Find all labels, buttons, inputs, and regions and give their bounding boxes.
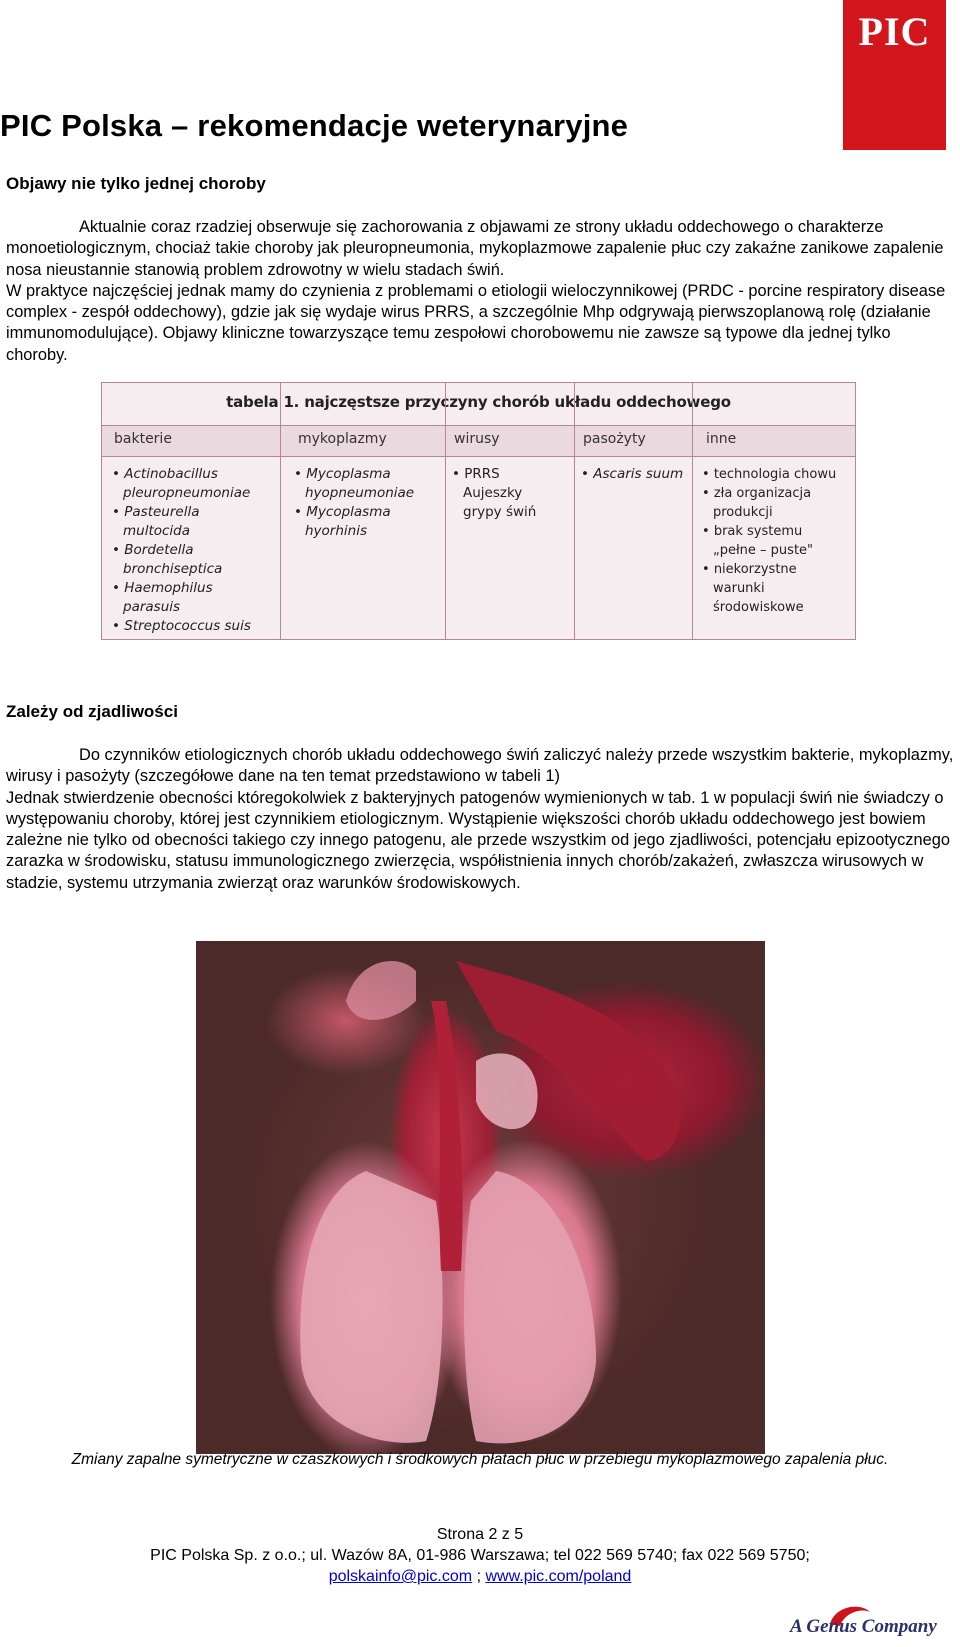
inne-item-cont: „pełne – puste"	[713, 543, 814, 558]
website-link[interactable]: www.pic.com/poland	[485, 1568, 632, 1585]
cell-wirusy	[452, 465, 536, 522]
mykoplazmy-item-cont: hyopneumoniae	[305, 485, 415, 501]
page-footer	[0, 1524, 960, 1587]
bakterie-item: • Actinobacillus	[112, 465, 251, 484]
column-divider	[445, 383, 446, 639]
header-pasozyty: pasożyty	[583, 431, 646, 447]
page-number: Strona 2 z 5	[436, 1526, 524, 1543]
wirusy-item-cont: Aujeszky	[463, 485, 523, 501]
inne-item-cont: środowiskowe	[713, 600, 804, 615]
bakterie-item: • Pasteurella	[112, 503, 251, 522]
inne-item-cont: produkcji	[713, 505, 773, 520]
section2-paragraph-1: Do czynników etiologicznych chorób układu oddechowego świń zaliczyć należy przede wszystkim bakterie, mykoplazmy, wirusy i pasożyty (szczegółowe dane na ten temat przedstawiono w tabeli 1)	[6, 746, 954, 786]
pasozyty-item: • Ascaris suum	[581, 465, 683, 484]
cell-inne	[702, 465, 836, 617]
column-divider	[574, 383, 575, 639]
inne-item-cont: warunki	[713, 581, 765, 596]
bakterie-item-cont: pleuropneumoniae	[123, 485, 251, 501]
mykoplazmy-item: • Mycoplasma	[294, 503, 414, 522]
email-link[interactable]: polskainfo@pic.com	[328, 1568, 473, 1585]
footer-separator: ;	[476, 1568, 482, 1585]
etiology-table	[101, 382, 856, 640]
lung-photo-illustration	[196, 941, 765, 1454]
section1-body	[6, 217, 954, 366]
pic-logo	[843, 0, 946, 150]
footer-links	[0, 1566, 960, 1587]
mykoplazmy-item: • Mycoplasma	[294, 465, 414, 484]
section1-paragraph-1: Aktualnie coraz rzadziej obserwuje się zachorowania z objawami ze strony układu oddechowego o charakterze monoetiologicznym, chociaż takie choroby jak pleuropneumonia, mykoplazmowe zapalenie płuc czy zakaźne zanikowe zapalenie nosa nieustannie stanowią problem zdrowotny w wielu stadach świń.	[6, 218, 944, 279]
header-mykoplazmy: mykoplazmy	[298, 431, 387, 447]
mykoplazmy-item-cont: hyorhinis	[305, 523, 368, 539]
genus-logo	[790, 1600, 955, 1642]
section2-paragraph-2: Jednak stwierdzenie obecności któregokolwiek z bakteryjnych patogenów wymienionych w tab. 1 w populacji świń nie świadczy o występowaniu choroby, której jest czynnikiem etiologicznym. Wystąpienie większości chorób układu oddechowego jest bowiem zależne nie tylko od obecności takiego czy innego patogenu, ale przede wszystkim od jego zjadliwości, potencjału epizootycznego zarazka w środowisku, statusu immunologicznego zwierzęcia, współistnienia innych chorób/zakażeń, zwłaszcza wirusowych w stadzie, systemu utrzymania zwierząt oraz warunków środowiskowych.	[6, 788, 950, 892]
cell-pasozyty	[581, 465, 683, 484]
cell-bakterie	[112, 465, 251, 636]
photo-caption: Zmiany zapalne symetryczne w czaszkowych i środkowych płatach płuc w przebiegu mykoplazmowego zapalenia płuc.	[71, 1451, 889, 1468]
inne-item: • niekorzystne	[702, 560, 836, 579]
table-caption: tabela 1. najczęstsze przyczyny chorób układu oddechowego	[226, 393, 731, 411]
inne-item: • zła organizacja	[702, 484, 836, 503]
wirusy-item: • PRRS	[452, 465, 536, 484]
cell-mykoplazmy	[294, 465, 414, 541]
pic-logo-text: PIC	[858, 9, 931, 54]
section2-body	[6, 745, 954, 894]
bakterie-item: • Haemophilus	[112, 579, 251, 598]
bakterie-item: • Streptococcus suis	[112, 617, 251, 636]
wirusy-item-cont: grypy świń	[463, 504, 537, 520]
bakterie-item-cont: bronchiseptica	[123, 561, 223, 577]
bakterie-item: • Bordetella	[112, 541, 251, 560]
header-inne: inne	[706, 431, 737, 447]
lung-photo	[196, 941, 765, 1454]
inne-item: • technologia chowu	[702, 465, 836, 484]
section1-paragraph-2: W praktyce najczęściej jednak mamy do czynienia z problemami o etiologii wieloczynnikowej (PRDC - porcine respiratory disease complex - zespół oddechowy), gdzie jak się wydaje wirus PRRS, a szczególnie Mhp odgrywają pierwszoplanową rolę (działanie immunomodulujące). Objawy kliniczne towarzyszące temu zespołowi chorobowemu nie zawsze są typowe dla jednej tylko choroby.	[6, 281, 946, 364]
section-heading-zjadliwosc: Zależy od zjadliwości	[6, 702, 178, 721]
column-divider	[692, 383, 693, 639]
bakterie-item-cont: parasuis	[123, 599, 181, 615]
bakterie-item-cont: multocida	[123, 523, 191, 539]
section-heading-objawy: Objawy nie tylko jednej choroby	[6, 174, 266, 193]
column-divider	[280, 383, 281, 639]
header-wirusy: wirusy	[454, 431, 500, 447]
genus-logo-text: A Genus Company	[790, 1616, 937, 1637]
header-bakterie: bakterie	[114, 431, 172, 447]
company-address: PIC Polska Sp. z o.o.; ul. Wazów 8A, 01-986 Warszawa; tel 022 569 5740; fax 022 569 5750;	[150, 1547, 810, 1564]
inne-item: • brak systemu	[702, 522, 836, 541]
page-title: PIC Polska – rekomendacje weterynaryjne	[0, 108, 629, 143]
